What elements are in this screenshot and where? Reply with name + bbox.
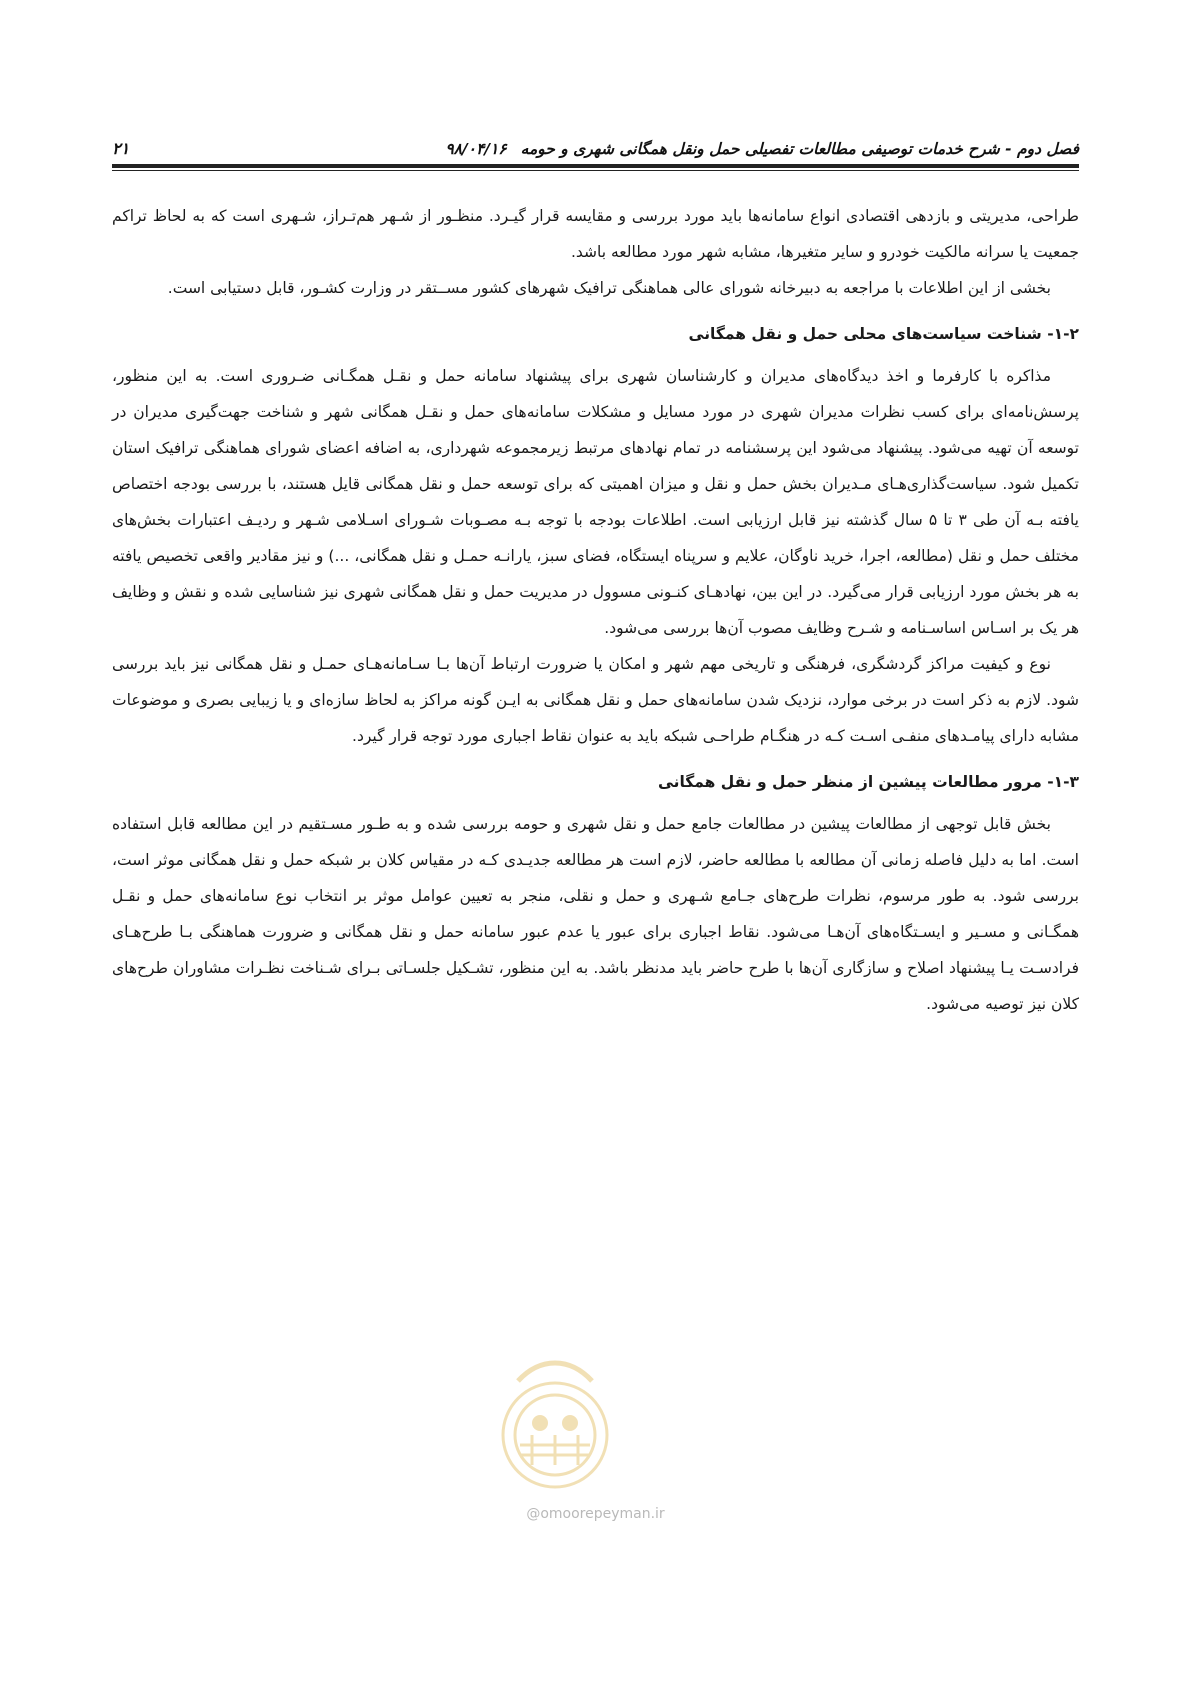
paragraph-4: نوع و کیفیت مراکز گردشگری، فرهنگی و تاریخی مهم شهر و امکان یا ضرورت ارتباط آن‌ها بـا سـامانه‌هـای حمـل و نقل همگانی نیز باید بررسی شود. لازم به ذکر است در برخی موارد، نزدیک شدن سامانه‌های حمل و نقل همگانی به ایـن گونه مراکز به لحاظ سازه‌ای و یا زیبایی بصری و موضوعات مشابه دارای پیامـدهای منفـی اسـت کـه در هنگـام طراحـی شبکه باید به عنوان نقاط اجباری مورد توجه قرار گیرد. bbox=[112, 655, 1079, 745]
header-title-group bbox=[445, 140, 1079, 158]
watermark-grid-icon bbox=[520, 1435, 590, 1465]
paragraph-5: بخش قابل توجهی از مطالعات پیشین در مطالعات جامع حمل و نقل شهری و حومه بررسی شده و به طـور مسـتقیم در این مطالعه قابل استفاده است. اما به دلیل فاصله زمانی آن مطالعه با مطالعه حاضر، لازم است هر مطالعه جدیـدی کـه در مقیاس کلان بر شبکه حمل و نقل همگانی موثر است، بررسی شود. به طور مرسوم، نظرات طرح‌های جـامع شـهری و حمل و نقلی، منجر به تعیین عوامل موثر بر انتخاب نوع سامانه‌های حمل و نقـل همگـانی و مسـیر و ایسـتگاه‌های آن‌هـا می‌شود. نقاط اجباری برای عبور یا عدم عبور سامانه حمل و نقل همگانی و ضرورت هماهنگی بـا طرح‌هـای فرادسـت یـا پیشنهاد اصلاح و سازگاری آن‌ها با طرح حاضر باید مدنظر باشد. به این منظور، تشـکیل جلسـاتی بـرای شـناخت نظـرات مشاوران طرح‌های کلان نیز توصیه می‌شود. bbox=[112, 815, 1079, 1013]
watermark-gear-icon bbox=[562, 1415, 578, 1431]
section-heading-1-3: ۱-۳- مرور مطالعات پیشین از منظر حمل و نقل همگانی bbox=[657, 773, 1079, 791]
page-body bbox=[112, 198, 1079, 1022]
header-rule-thin bbox=[112, 170, 1079, 171]
watermark-lettering-arc bbox=[518, 1363, 592, 1381]
page-header bbox=[112, 128, 1079, 158]
section-heading-1-2: ۱-۲- شناخت سیاست‌های محلی حمل و نقل همگانی bbox=[688, 325, 1079, 343]
watermark-url: @omoorepeyman.ir bbox=[526, 1506, 665, 1522]
page-number: ۲۱ bbox=[112, 139, 130, 158]
paragraph-3: مذاکره با کارفرما و اخذ دیدگاه‌های مدیران و کارشناسان شهری برای پیشنهاد سامانه حمل و نقـل همگـانی ضـروری است. به این منظور، پرسش‌نامه‌ای برای کسب نظرات مدیران شهری در مورد مسایل و مشکلات سامانه‌های حمل و نقـل همگانی شهر و شناخت جهت‌گیری مدیران در توسعه آن تهیه می‌شود. پیشنهاد می‌شود این پرسشنامه در تمام نهادهای مرتبط زیرمجموعه شهرداری، به اضافه اعضای شورای هماهنگی ترافیک استان تکمیل شود. سیاست‌گذاری‌هـای مـدیران بخش حمل و نقل و میزان اهمیتی که برای توسعه حمل و نقل همگانی قایل هستند، با بررسی بودجه اختصاص یافته بـه آن طی ۳ تا ۵ سال گذشته نیز قابل ارزیابی است. اطلاعات بودجه با توجه بـه مصـوبات شـورای اسـلامی شـهر و ردیـف اعتبارات بخش‌های مختلف حمل و نقل (مطالعه، اجرا، خرید ناوگان، علایم و سرپناه ایستگاه، فضای سبز، یارانـه حمـل و نقل همگانی، ...) و نیز مقادیر واقعی تخصیص یافته به هر بخش مورد ارزیابی قرار می‌گیرد. در این بین، نهادهـای کنـونی مسوول در مدیریت حمل و نقل همگانی شهری نیز شناسایی شده و نقش و وظایف هر یک بر اسـاس اساسـنامه و شـرح وظایف مصوب آن‌ها بررسی می‌شود. bbox=[112, 367, 1079, 637]
paragraph-1: طراحی، مدیریتی و بازدهی اقتصادی انواع سامانه‌ها باید مورد بررسی و مقایسه قرار گیـرد. منظـور از شـهر هم‌تـراز، شـهری است که به لحاظ تراکم جمعیت یا سرانه مالکیت خودرو و سایر متغیرها، مشابه شهر مورد مطالعه باشد. bbox=[112, 207, 1079, 261]
watermark-person-icon bbox=[532, 1415, 548, 1431]
paragraph-2: بخشی از این اطلاعات با مراجعه به دبیرخانه شورای عالی هماهنگی ترافیک شهرهای کشور مســتقر در وزارت کشـور، قابل دستیابی است. bbox=[167, 279, 1051, 297]
header-date: ۹۸/۰۴/۱۶ bbox=[445, 140, 507, 158]
watermark-logo bbox=[460, 1343, 650, 1493]
header-rule-thick bbox=[112, 164, 1079, 168]
chapter-title: فصل دوم - شرح خدمات توصیفی مطالعات تفصیلی حمل ونقل همگانی شهری و حومه bbox=[520, 140, 1079, 158]
